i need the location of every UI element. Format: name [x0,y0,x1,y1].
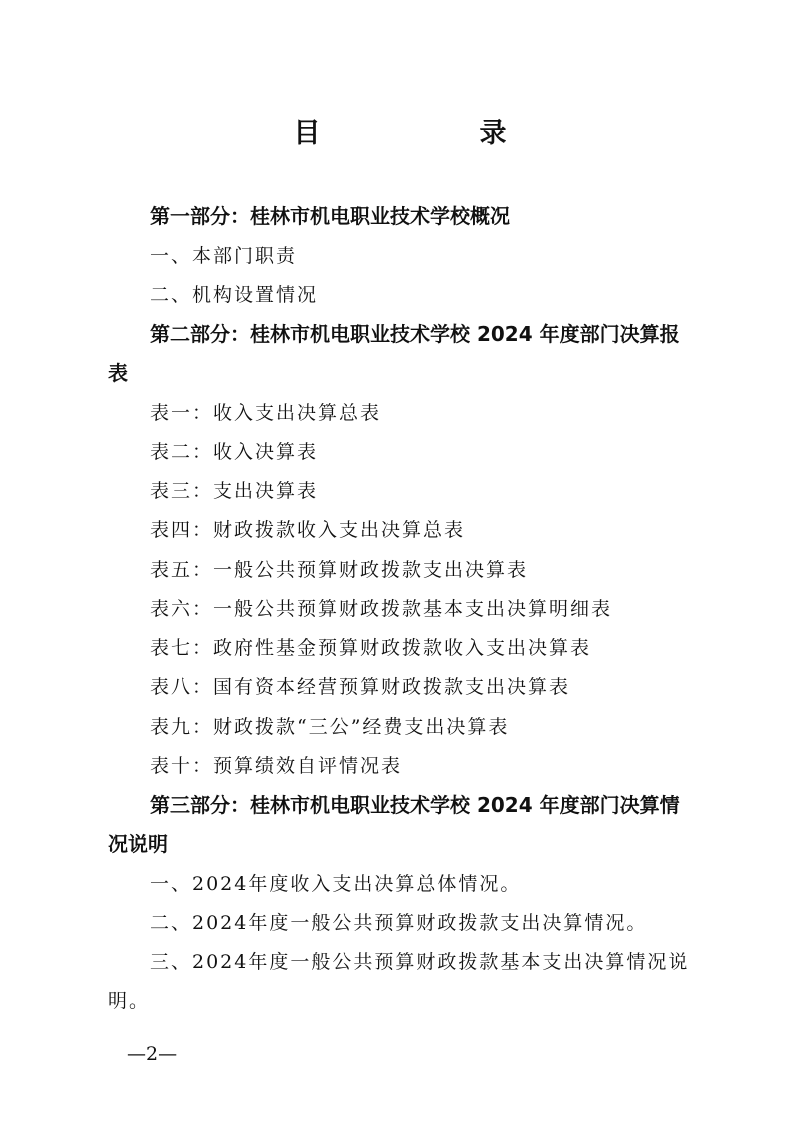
part3-heading-line2: 况说明 [108,832,168,856]
part1-item-responsibilities: 一、本部门职责 [150,245,298,267]
part2-item-table10: 表十：预算绩效自评情况表 [150,755,403,777]
part1-heading: 第一部分：桂林市机电职业技术学校概况 [150,204,510,228]
part2-item-table5: 表五：一般公共预算财政拨款支出决算表 [150,559,529,581]
part3-item-general-budget: 二、2024年度一般公共预算财政拨款支出决算情况。 [150,912,648,934]
part2-item-table3: 表三：支出决算表 [150,480,319,502]
part3-item-basic-expenditure-cont: 明。 [108,990,151,1012]
part2-item-table4: 表四：财政拨款收入支出决算总表 [150,519,466,541]
part2-item-table9: 表九：财政拨款“三公”经费支出决算表 [150,716,510,738]
part2-item-table6: 表六：一般公共预算财政拨款基本支出决算明细表 [150,598,613,620]
page-title: 目 录 [293,118,573,149]
part2-item-table8: 表八：国有资本经营预算财政拨款支出决算表 [150,676,571,698]
page-number: —2— [127,1043,178,1065]
part2-item-table7: 表七：政府性基金预算财政拨款收入支出决算表 [150,637,592,659]
part2-heading-line1: 第二部分：桂林市机电职业技术学校 2024 年度部门决算报 [150,322,680,346]
part2-item-table2: 表二：收入决算表 [150,441,319,463]
part2-heading-line2: 表 [108,361,128,385]
part3-item-basic-expenditure: 三、2024年度一般公共预算财政拨款基本支出决算情况说 [150,951,690,973]
part1-item-organization: 二、机构设置情况 [150,284,319,306]
part3-item-overall: 一、2024年度收入支出决算总体情况。 [150,873,522,895]
part3-heading-line1: 第三部分：桂林市机电职业技术学校 2024 年度部门决算情 [150,793,680,817]
part2-item-table1: 表一：收入支出决算总表 [150,402,382,424]
